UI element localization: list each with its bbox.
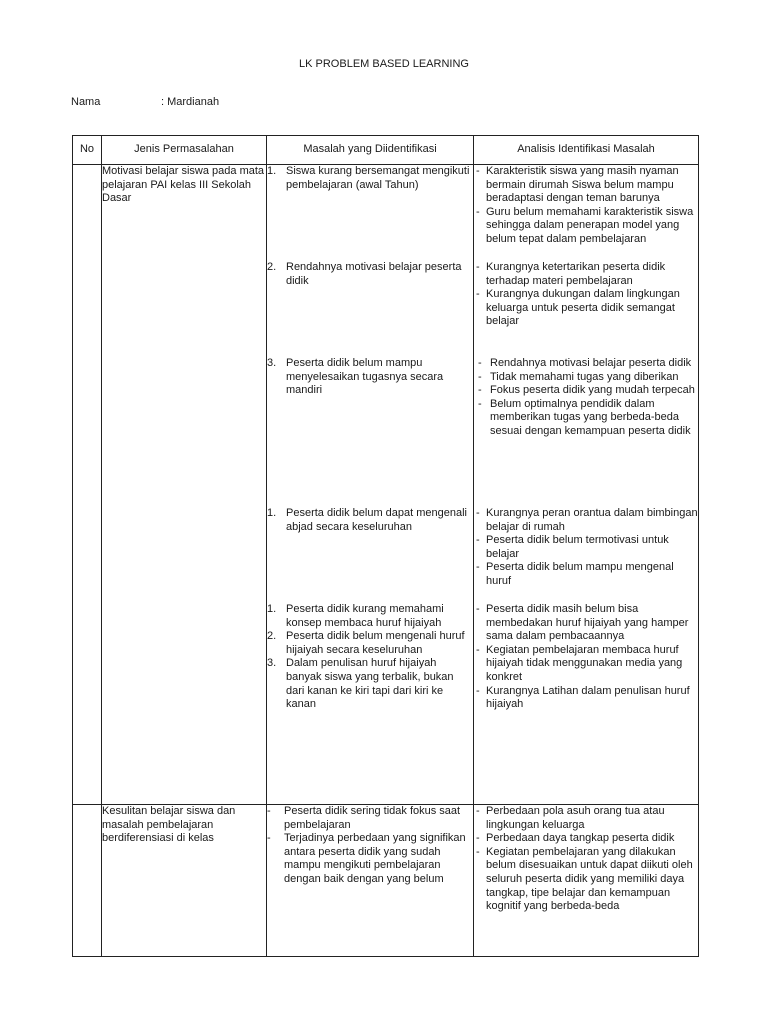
jenis-text: Motivasi belajar siswa pada mata pelajaran PAI kelas III Sekolah Dasar	[102, 165, 265, 205]
analisis-block	[474, 603, 698, 740]
analisis-item: - Kegiatan pembelajaran membaca huruf hijaiyah tidak menggunakan media yang konkret	[476, 643, 683, 683]
header-no: No	[73, 136, 102, 165]
analisis-item: - Fokus peserta didik yang mudah terpecah	[478, 384, 695, 397]
masalah-item: 1. Siswa kurang bersemangat mengikuti pembelajaran (awal Tahun)	[267, 165, 470, 191]
masalah-block	[267, 603, 473, 740]
analisis-item: - Belum optimalnya pendidik dalam memberikan tugas yang berbeda-beda sesuai dengan kemampuan peserta didik	[478, 397, 691, 437]
header-masalah-diidentifikasi: Masalah yang Diidentifikasi	[267, 136, 474, 165]
masalah-item: 1. Peserta didik kurang memahami konsep membaca huruf hijaiyah	[267, 603, 444, 629]
masalah-block	[267, 165, 473, 261]
analisis-block	[474, 357, 698, 507]
masalah-item: 2. Peserta didik belum mengenali huruf hijaiyah secara keseluruhan	[267, 630, 465, 656]
analisis-item: - Perbedaan pola asuh orang tua atau lingkungan keluarga	[476, 805, 665, 831]
table-header-row	[73, 136, 699, 165]
masalah-block	[267, 357, 473, 507]
row-number	[73, 805, 102, 957]
masalah-cell	[267, 165, 474, 805]
problem-table	[72, 135, 699, 957]
analisis-item: - Tidak memahami tugas yang diberikan	[478, 370, 679, 383]
masalah-item: 3. Peserta didik belum mampu menyelesaikan tugasnya secara mandiri	[267, 357, 444, 397]
analisis-item: - Karakteristik siswa yang masih nyaman bermain dirumah Siswa belum mampu beradaptasi dengan teman barunya	[476, 165, 679, 205]
analisis-block	[474, 261, 698, 357]
analisis-item: - Guru belum memahami karakteristik siswa sehingga dalam penerapan model yang belum tepat dalam pembelajaran	[476, 205, 694, 245]
analisis-item: - Kurangnya ketertarikan peserta didik terhadap materi pembelajaran	[476, 261, 666, 287]
masalah-item: 2. Rendahnya motivasi belajar peserta didik	[267, 261, 462, 287]
analisis-item: - Peserta didik belum mampu mengenal huruf	[476, 561, 674, 587]
jenis-cell	[102, 165, 267, 805]
analisis-item: - Perbedaan daya tangkap peserta didik	[476, 832, 675, 845]
analisis-item: - Kegiatan pembelajaran yang dilakukan belum disesuaikan untuk dapat diikuti oleh seluruh peserta didik yang memiliki daya tangkap, tipe belajar dan kemampuan kognitif yang berbeda-beda	[476, 845, 693, 913]
name-label: Nama	[71, 96, 101, 108]
table-row	[73, 805, 699, 957]
analisis-item: - Peserta didik belum termotivasi untuk belajar	[476, 534, 669, 560]
header-jenis-permasalahan: Jenis Permasalahan	[102, 136, 267, 165]
row-number	[73, 165, 102, 805]
name-value: : Mardianah	[161, 96, 220, 108]
document-title: LK PROBLEM BASED LEARNING	[299, 58, 469, 70]
masalah-block	[267, 507, 473, 603]
masalah-item: 3. Dalam penulisan huruf hijaiyah banyak siswa yang terbalik, bukan dari kanan ke kiri tapi dari kiri ke kanan	[267, 657, 454, 711]
analisis-cell	[474, 165, 699, 805]
analisis-item: - Kurangnya dukungan dalam lingkungan keluarga untuk peserta didik semangat belajar	[476, 288, 680, 328]
masalah-item: - Peserta didik sering tidak fokus saat pembelajaran	[267, 805, 461, 831]
masalah-block	[267, 261, 473, 357]
analisis-block	[474, 165, 698, 261]
analisis-item: - Kurangnya Latihan dalam penulisan huruf hijaiyah	[476, 684, 690, 711]
jenis-text: Kesulitan belajar siswa dan masalah pembelajaran berdiferensiasi di kelas	[102, 805, 236, 845]
jenis-cell	[102, 805, 267, 957]
name-row	[71, 96, 219, 110]
table-row	[73, 165, 699, 805]
analisis-block	[474, 507, 698, 603]
analisis-item: - Rendahnya motivasi belajar peserta didik	[478, 357, 692, 369]
analisis-item: - Peserta didik masih belum bisa membedakan huruf hijaiyah yang hamper sama dalam pembacaannya	[476, 603, 689, 643]
analisis-cell	[474, 805, 699, 957]
masalah-item: 1. Peserta didik belum dapat mengenali abjad secara keseluruhan	[267, 507, 468, 533]
header-analisis-identifikasi: Analisis Identifikasi Masalah	[474, 136, 699, 165]
analisis-item: - Kurangnya peran orantua dalam bimbingan belajar di rumah	[476, 507, 698, 533]
masalah-cell	[267, 805, 474, 957]
masalah-item: - Terjadinya perbedaan yang signifikan antara peserta didik yang sudah mampu mengikuti pembelajaran dengan baik dengan yang belum	[267, 832, 466, 885]
